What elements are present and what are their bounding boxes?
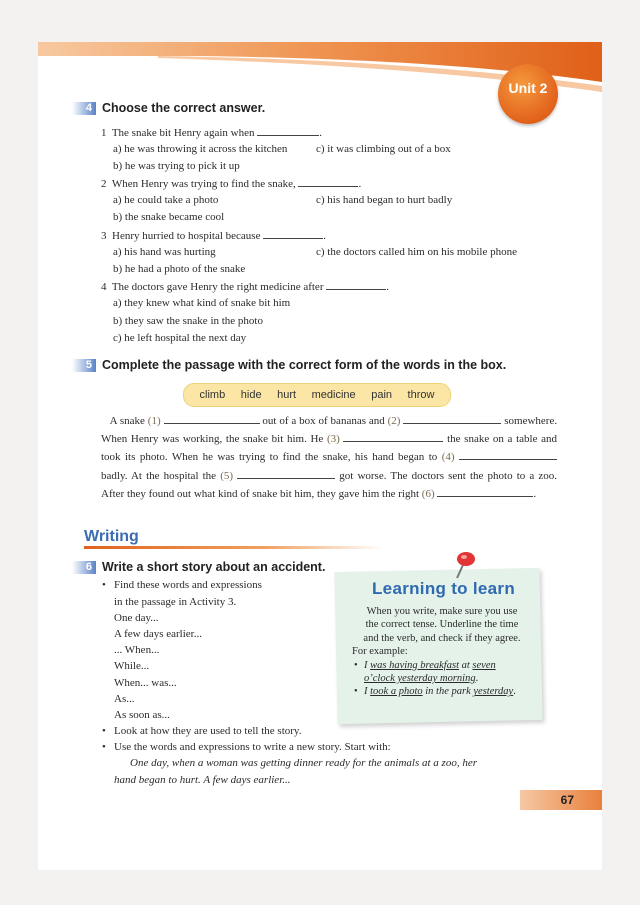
activity-4-number: 4 (72, 102, 96, 115)
option-2c: c) his hand began to hurt badly (316, 194, 453, 206)
story-starter: One day, when a woman was getting dinner ready for the animals at a zoo, her (130, 757, 477, 769)
option-2b: b) the snake became cool (113, 211, 225, 223)
option-4c: c) he left hospital the next day (113, 332, 247, 344)
option-1a: a) he was throwing it across the kitchen (113, 143, 288, 155)
learning-note-title: Learning to learn (372, 579, 516, 598)
activity-4-title: Choose the correct answer. (102, 101, 266, 115)
example-1: • I was having breakfast at seven o’clock yesterday morning. (354, 659, 496, 685)
writing-rule (84, 546, 384, 549)
question-2: 2 When Henry was trying to find the snake, . (101, 178, 362, 190)
word-box-item: climb (199, 389, 226, 401)
bullet-1: • Find these words and expressions (114, 578, 262, 592)
bullet-2: • Look at how they are used to tell the story. (114, 724, 301, 738)
activity-6-number: 6 (72, 561, 96, 574)
passage: A snake (1) out of a box of bananas and (2) somewhere. When Henry was working, the snake bit him. He (3) the snake on a table and took its photo. When he was trying to find the snake, his hand began to (4) badly. At the hospital the (5) got worse. The doctors sent the photo to a zoo. After they found out what kind of snake bit him, they gave him the right (6) . (101, 412, 557, 503)
writing-heading: Writing (84, 528, 139, 545)
expression: As... (114, 693, 135, 705)
activity-5-heading (72, 358, 506, 372)
activity-4-heading (72, 101, 265, 115)
unit-label: Unit 2 (508, 80, 548, 96)
activity-6-title: Write a short story about an accident. (102, 560, 326, 574)
option-3c: c) the doctors called him on his mobile phone (316, 246, 518, 258)
activity-6-heading (72, 560, 325, 574)
bullet-3: • Use the words and expressions to write a new story. Start with: (114, 740, 391, 754)
activity-5-title: Complete the passage with the correct form of the words in the box. (102, 358, 507, 372)
expression: When... was... (114, 677, 177, 689)
passage-blank[interactable] (343, 430, 443, 442)
bullet-1-cont: in the passage in Activity 3. (114, 596, 237, 608)
answer-blank[interactable] (298, 176, 358, 187)
option-4b: b) they saw the snake in the photo (113, 315, 263, 327)
passage-blank[interactable] (403, 412, 501, 424)
word-box-item: hurt (277, 389, 297, 401)
word-box-item: throw (407, 389, 435, 401)
expression: ... When... (114, 644, 160, 656)
word-box (183, 383, 451, 407)
word-box-item: medicine (311, 389, 356, 401)
answer-blank[interactable] (326, 279, 386, 290)
passage-blank[interactable] (437, 485, 533, 497)
option-3a: a) his hand was hurting (113, 246, 216, 258)
pushpin-icon (448, 548, 478, 582)
example-2: • I took a photo in the park yesterday. (354, 686, 516, 698)
activity-5-number: 5 (72, 359, 96, 372)
question-3: 3 Henry hurried to hospital because . (101, 230, 326, 242)
answer-blank[interactable] (257, 125, 319, 136)
question-4: 4 The doctors gave Henry the right medicine after . (101, 281, 389, 293)
expression: As soon as... (114, 709, 170, 721)
word-box-item: hide (240, 389, 262, 401)
story-starter-cont: hand began to hurt. A few days earlier... (114, 774, 291, 786)
passage-blank[interactable] (237, 467, 335, 479)
passage-blank[interactable] (164, 412, 260, 424)
option-3b: b) he had a photo of the snake (113, 263, 246, 275)
option-1b: b) he was trying to pick it up (113, 160, 240, 172)
word-box-item: pain (371, 389, 392, 401)
passage-blank[interactable] (459, 448, 557, 460)
option-1c: c) it was climbing out of a box (316, 143, 451, 155)
expression: While... (114, 660, 150, 672)
expression: A few days earlier... (114, 628, 202, 640)
option-4a: a) they knew what kind of snake bit him (113, 297, 291, 309)
option-2a: a) he could take a photo (113, 194, 219, 206)
question-1: 1 The snake bit Henry again when . (101, 127, 322, 139)
page-number: 67 (520, 790, 602, 810)
answer-blank[interactable] (263, 228, 323, 239)
learning-note-text: When you write, make sure you use the correct tense. Underline the time and the verb, and check if they agree. For example: • I was having breakfast at seven o’clock yesterday morning. • I took a photo in the park yesterday. (352, 605, 532, 699)
expression: One day... (114, 612, 159, 624)
